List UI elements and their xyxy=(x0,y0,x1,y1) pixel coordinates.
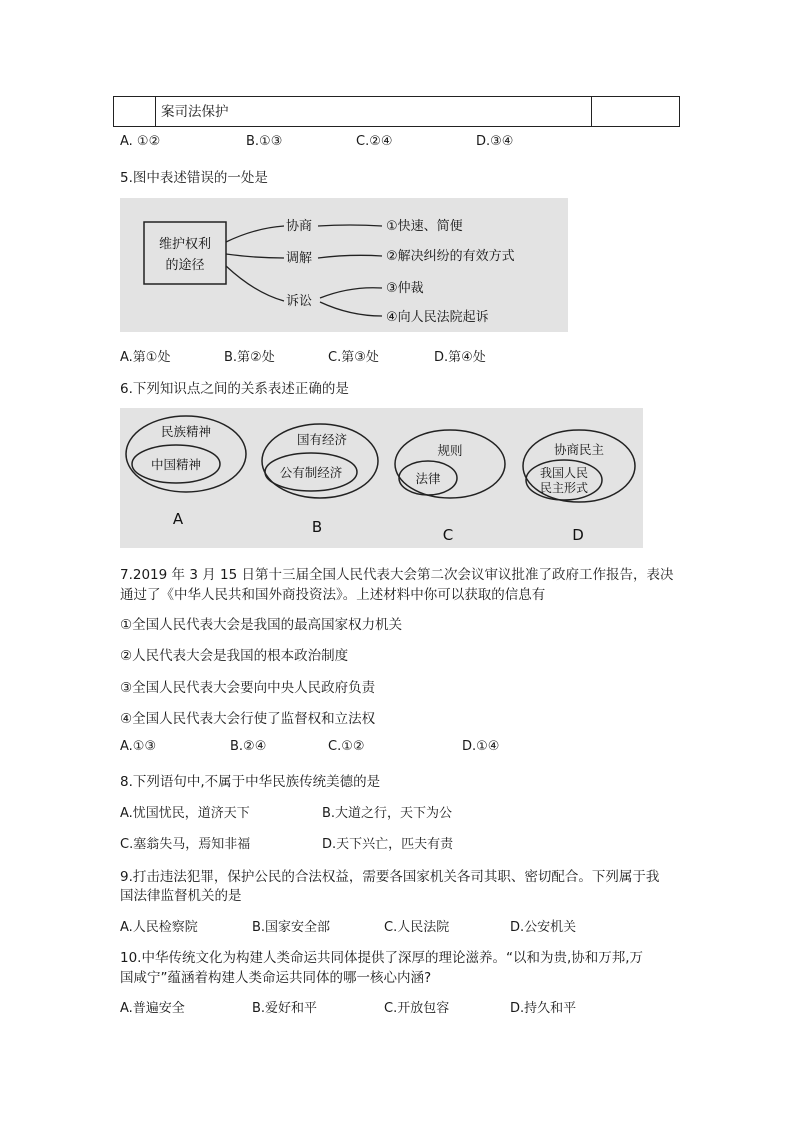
b-outer-label: 国有经济 xyxy=(296,432,348,447)
q7-item-4: ④全国人民代表大会行使了监督权和立法权 xyxy=(120,711,376,727)
connector-3 xyxy=(226,266,284,301)
d-outer-label: 协商民主 xyxy=(553,442,605,457)
q7-option-a[interactable]: A.①③ xyxy=(120,739,157,754)
q8-option-a[interactable]: A.忧国忧民，道济天下 xyxy=(120,806,250,821)
q7-item-3: ③全国人民代表大会要向中央人民政府负责 xyxy=(120,680,376,696)
leaf-2: ②解决纠纷的有效方式 xyxy=(386,249,515,264)
root-line-1: 维护权利 xyxy=(158,237,212,252)
connector-7 xyxy=(320,302,382,316)
a-inner-label: 中国精神 xyxy=(150,457,202,472)
q4-option-b[interactable]: B.①③ xyxy=(246,134,283,149)
q4-option-a[interactable]: A. ①② xyxy=(120,134,161,149)
d-inner-label-2: 民主形式 xyxy=(539,481,589,495)
leaf-4: ④向人民法院起诉 xyxy=(386,310,489,325)
c-letter[interactable]: C xyxy=(442,526,454,544)
q10-stem-line-1: 10.中华传统文化为构建人类命运共同体提供了深厚的理论滋养。“以和为贵,协和万邦,万 xyxy=(120,950,644,966)
q5-diagram-svg xyxy=(120,198,568,332)
branch-negotiate: 协商 xyxy=(286,219,313,234)
connector-2 xyxy=(226,254,284,258)
q7-stem-line-1: 7.2019 年 3 月 15 日第十三届全国人民代表大会第二次会议审议批准了政府工作报告，表决 xyxy=(120,567,674,583)
connector-6 xyxy=(320,288,382,298)
q9-stem-line-2: 国法律监督机关的是 xyxy=(120,888,242,904)
a-letter[interactable]: A xyxy=(172,510,184,528)
leaf-1: ①快速、简便 xyxy=(386,219,463,234)
b-inner-label: 公有制经济 xyxy=(279,465,343,480)
connector-5 xyxy=(318,255,382,258)
q10-option-b[interactable]: B.爱好和平 xyxy=(252,1001,318,1016)
q5-stem: 5.图中表述错误的一处是 xyxy=(120,170,268,186)
root-line-2: 的途径 xyxy=(165,258,205,273)
q10-stem-line-2: 国咸宁”蕴涵着构建人类命运共同体的哪一核心内涵? xyxy=(120,970,432,986)
branch-mediate: 调解 xyxy=(286,251,313,266)
q10-option-d[interactable]: D.持久和平 xyxy=(510,1001,577,1016)
q8-stem: 8.下列语句中,不属于中华民族传统美德的是 xyxy=(120,774,381,790)
answer-table xyxy=(113,96,680,127)
q6-stem: 6.下列知识点之间的关系表述正确的是 xyxy=(120,381,349,397)
q9-option-b[interactable]: B.国家安全部 xyxy=(252,920,331,935)
c-outer-label: 规则 xyxy=(437,443,463,458)
q7-option-d[interactable]: D.①④ xyxy=(462,739,500,754)
q7-item-2: ②人民代表大会是我国的根本政治制度 xyxy=(120,648,349,664)
q6-diagram xyxy=(120,408,643,548)
q5-option-d[interactable]: D.第④处 xyxy=(434,350,486,365)
q7-stem-line-2: 通过了《中华人民共和国外商投资法》。上述材料中你可以获取的信息有 xyxy=(120,587,546,603)
q9-option-a[interactable]: A.人民检察院 xyxy=(120,920,198,935)
q4-option-d[interactable]: D.③④ xyxy=(476,134,514,149)
root-box xyxy=(144,222,226,284)
b-letter[interactable]: B xyxy=(311,518,323,536)
q6-diagram-svg xyxy=(120,408,643,548)
branch-litigate: 诉讼 xyxy=(286,294,313,309)
q9-stem-line-1: 9.打击违法犯罪，保护公民的合法权益，需要各国家机关各司其职、密切配合。下列属于我 xyxy=(120,869,660,885)
connector-4 xyxy=(318,225,382,226)
q5-option-c[interactable]: C.第③处 xyxy=(328,350,379,365)
q8-option-b[interactable]: B.大道之行，天下为公 xyxy=(322,806,453,821)
d-inner-label-1: 我国人民 xyxy=(539,466,589,480)
table-cell-text: 案司法保护 xyxy=(155,97,592,126)
q9-option-c[interactable]: C.人民法院 xyxy=(384,920,450,935)
c-inner-label: 法律 xyxy=(415,471,441,486)
q10-option-a[interactable]: A.普遍安全 xyxy=(120,1001,185,1016)
q7-item-1: ①全国人民代表大会是我国的最高国家权力机关 xyxy=(120,617,403,633)
q10-option-c[interactable]: C.开放包容 xyxy=(384,1001,450,1016)
q5-option-a[interactable]: A.第①处 xyxy=(120,350,171,365)
q5-diagram xyxy=(120,198,568,332)
q9-option-d[interactable]: D.公安机关 xyxy=(510,920,577,935)
q8-option-d[interactable]: D.天下兴亡，匹夫有责 xyxy=(322,837,454,852)
leaf-3: ③仲裁 xyxy=(386,281,424,296)
q5-option-b[interactable]: B.第②处 xyxy=(224,350,275,365)
q8-option-c[interactable]: C.塞翁失马，焉知非福 xyxy=(120,837,251,852)
d-letter[interactable]: D xyxy=(572,526,584,544)
a-outer-label: 民族精神 xyxy=(160,424,212,439)
q7-option-b[interactable]: B.②④ xyxy=(230,739,267,754)
q4-option-c[interactable]: C.②④ xyxy=(356,134,393,149)
table-cell-empty xyxy=(114,97,156,126)
q7-option-c[interactable]: C.①② xyxy=(328,739,365,754)
connector-1 xyxy=(226,226,284,242)
